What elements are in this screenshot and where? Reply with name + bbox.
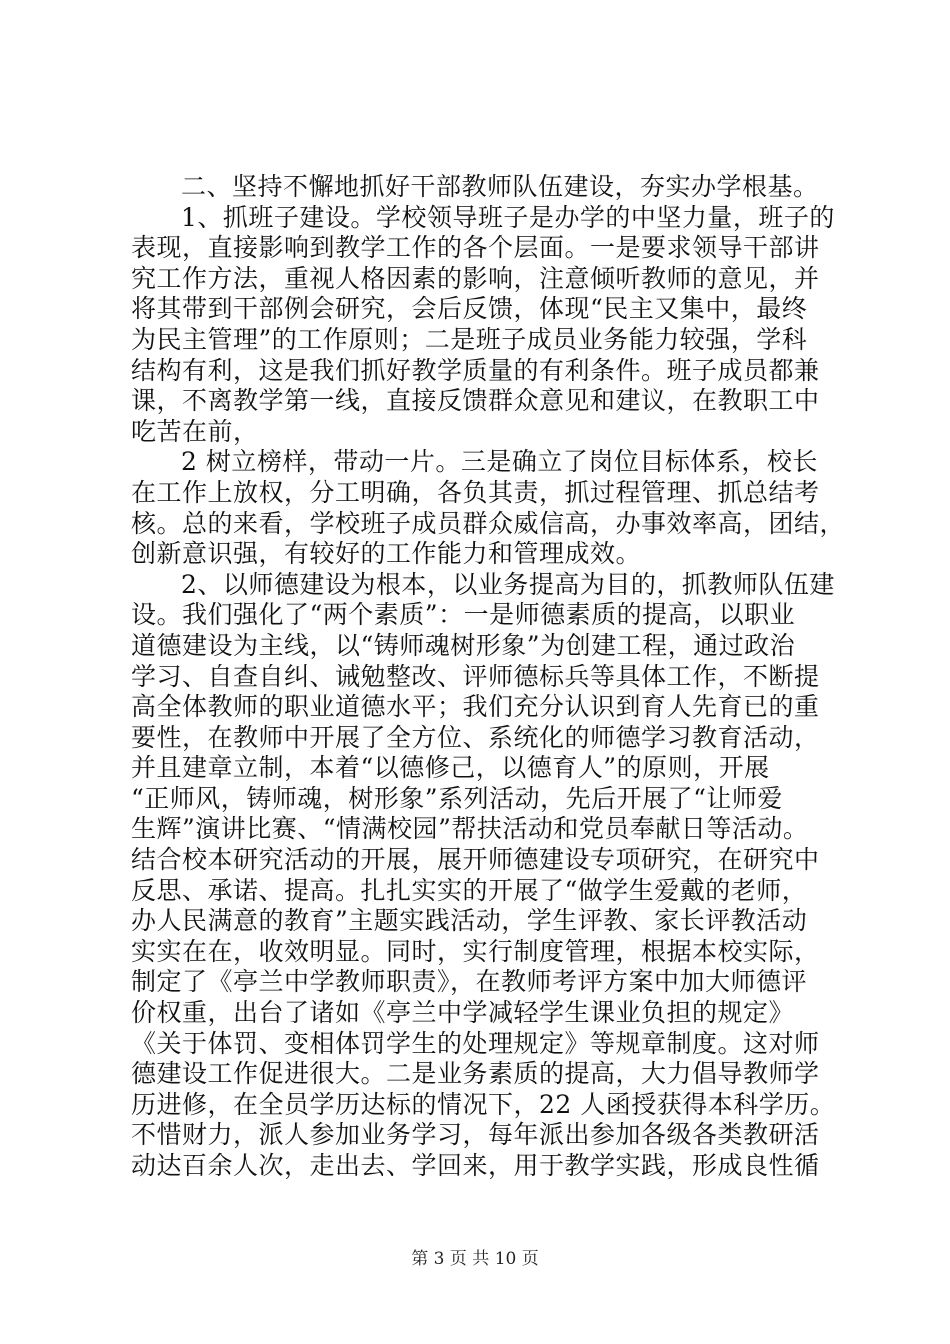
paragraph-line: 学习、自查自纠、诫勉整改、评师德标兵等具体工作，不断提 bbox=[131, 661, 820, 691]
paragraph-line: 吃苦在前， bbox=[131, 416, 259, 446]
paragraph-line: 将其带到干部例会研究，会后反馈，体现“民主又集中，最终 bbox=[131, 294, 808, 324]
page-number-footer: 第 3 页 共 10 页 bbox=[411, 1249, 539, 1269]
paragraph-line: 2 树立榜样，带动一片。三是确立了岗位目标体系，校长 bbox=[181, 447, 818, 477]
paragraph-line: 动达百余人次，走出去、学回来，用于教学实践，形成良性循 bbox=[131, 1151, 820, 1180]
paragraph-line: 制定了《亭兰中学教师职责》，在教师考评方案中加大师德评 bbox=[131, 967, 808, 997]
paragraph-line: 2、以师德建设为根本，以业务提高为目的，抓教师队伍建 bbox=[181, 569, 835, 599]
paragraph-line: 高全体教师的职业道德水平；我们充分认识到育人先育已的重 bbox=[131, 692, 820, 722]
paragraph-line: 生辉”演讲比赛、“情满校园”帮扶活动和党员奉献日等活动。 bbox=[131, 814, 809, 844]
paragraph-line: 办人民满意的教育”主题实践活动，学生评教、家长评教活动 bbox=[131, 906, 808, 936]
paragraph-line: 要性，在教师中开展了全方位、系统化的师德学习教育活动， bbox=[131, 722, 820, 752]
paragraph-line: 实实在在，收效明显。同时，实行制度管理，根据本校实际， bbox=[131, 936, 820, 966]
paragraph-line: 究工作方法，重视人格因素的影响，注意倾听教师的意见，并 bbox=[131, 263, 820, 293]
paragraph-line: 1、抓班子建设。学校领导班子是办学的中坚力量，班子的 bbox=[181, 202, 835, 232]
paragraph-line: “正师风，铸师魂，树形象”系列活动，先后开展了“让师爱 bbox=[131, 783, 783, 813]
paragraph-line: 《关于体罚、变相体罚学生的处理规定》等规章制度。这对师 bbox=[131, 1028, 820, 1058]
document-body bbox=[131, 172, 846, 1182]
paragraph-line: 设。我们强化了“两个素质”：一是师德素质的提高，以职业 bbox=[131, 600, 796, 630]
paragraph-line: 创新意识强，有较好的工作能力和管理成效。 bbox=[131, 539, 642, 569]
paragraph-line: 在工作上放权，分工明确，各负其责，抓过程管理、抓总结考 bbox=[131, 477, 820, 507]
paragraph-line: 历进修，在全员学历达标的情况下，22 人函授获得本科学历。 bbox=[131, 1089, 836, 1119]
paragraph-line: 为民主管理”的工作原则；二是班子成员业务能力较强，学科 bbox=[131, 324, 808, 354]
paragraph-line: 反思、承诺、提高。扎扎实实的开展了“做学生爱戴的老师， bbox=[131, 875, 808, 905]
paragraph-line: 道德建设为主线，以“铸师魂树形象”为创建工程，通过政治 bbox=[131, 630, 796, 660]
paragraph-line: 课，不离教学第一线，直接反馈群众意见和建议，在教职工中 bbox=[131, 386, 820, 416]
paragraph-line: 德建设工作促进很大。二是业务素质的提高，大力倡导教师学 bbox=[131, 1059, 820, 1089]
paragraph-line: 表现，直接影响到教学工作的各个层面。一是要求领导干部讲 bbox=[131, 233, 820, 263]
paragraph-line: 并且建章立制，本着“以德修己，以德育人”的原则，开展 bbox=[131, 753, 770, 783]
paragraph-line: 结合校本研究活动的开展，展开师德建设专项研究，在研究中 bbox=[131, 845, 820, 875]
paragraph-line: 结构有利，这是我们抓好教学质量的有利条件。班子成员都兼 bbox=[131, 355, 820, 385]
paragraph-line: 价权重，出台了诸如《亭兰中学减轻学生课业负担的规定》 bbox=[131, 998, 795, 1028]
paragraph-line: 核。总的来看，学校班子成员群众威信高，办事效率高，团结， bbox=[131, 508, 846, 538]
paragraph-line: 不惜财力，派人参加业务学习，每年派出参加各级各类教研活 bbox=[131, 1120, 820, 1150]
section-heading: 二、坚持不懈地抓好干部教师队伍建设，夯实办学根基。 bbox=[181, 172, 819, 201]
